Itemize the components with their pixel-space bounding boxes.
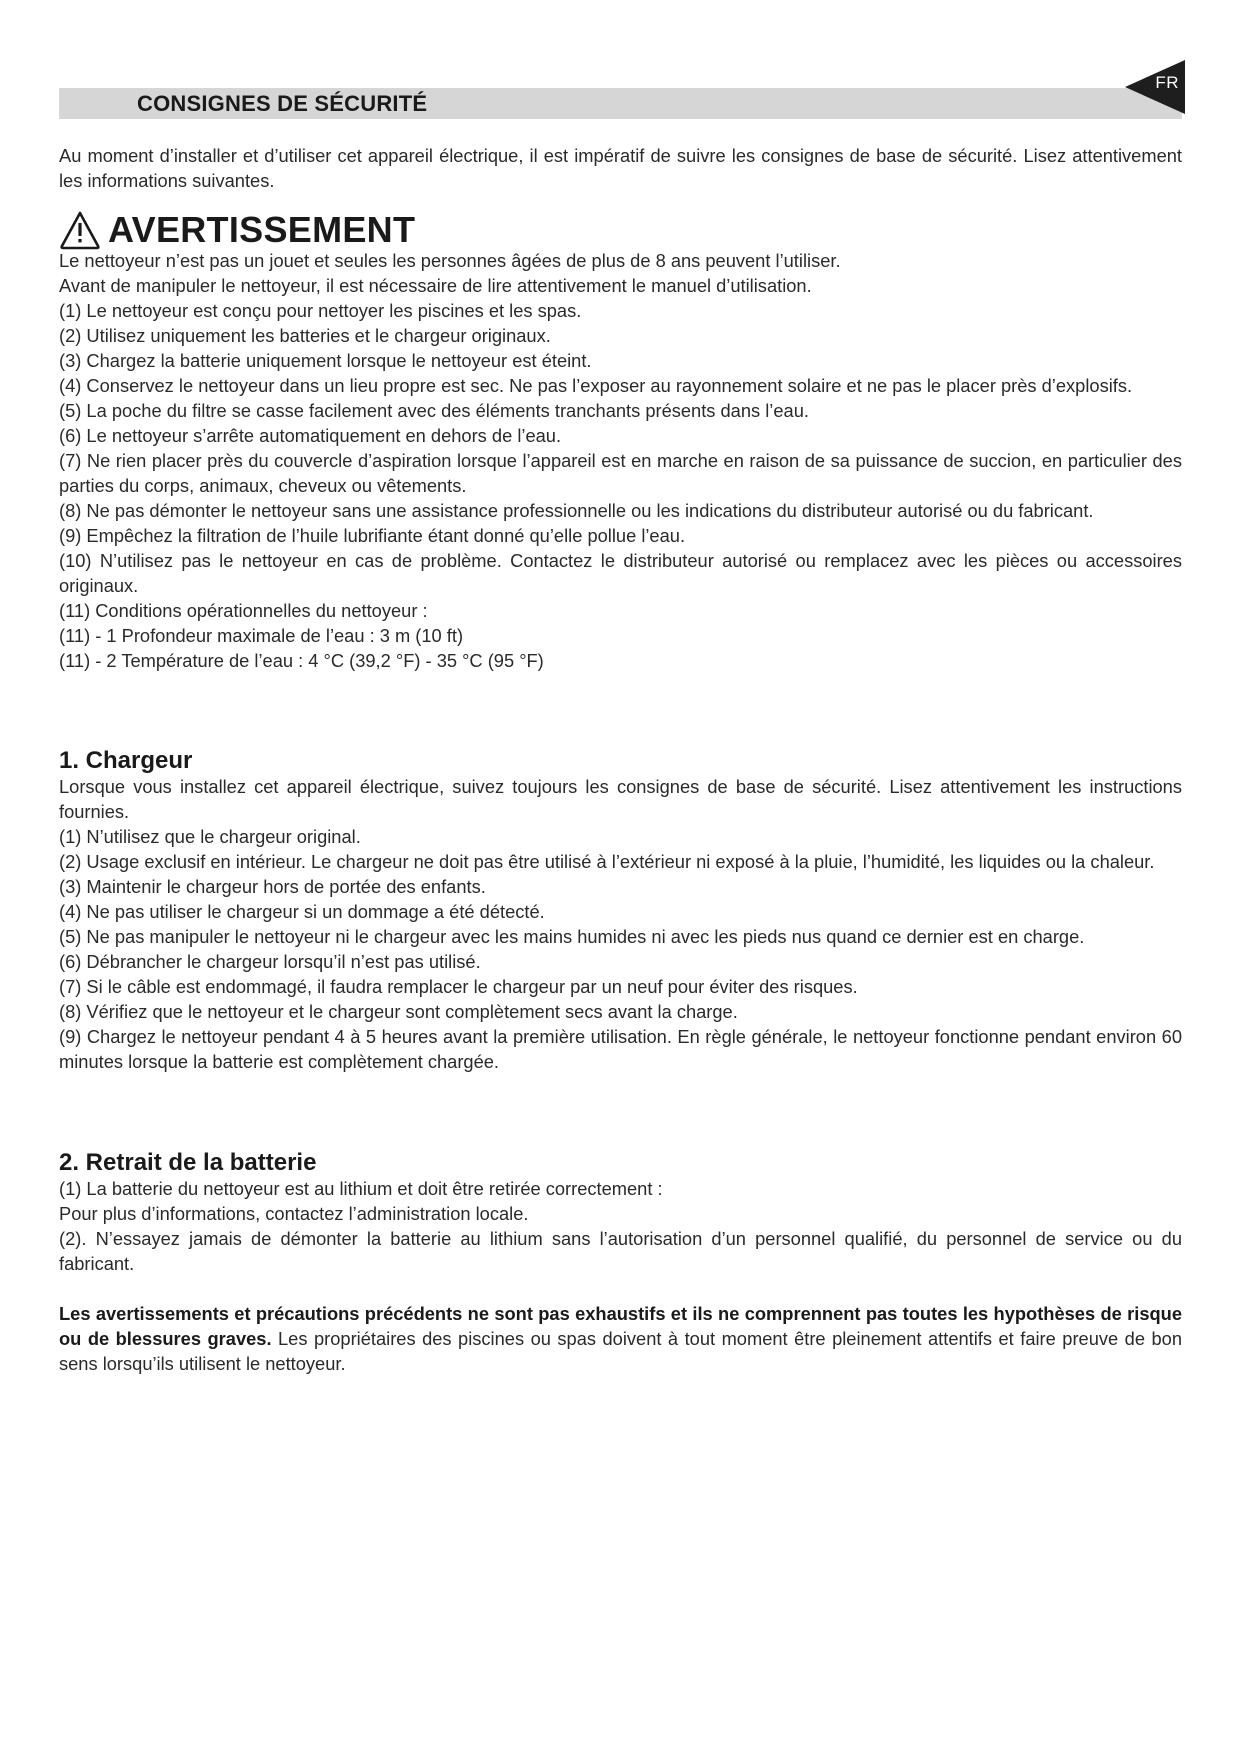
section-header-bar: [59, 88, 1182, 119]
warning-item: (11) - 1 Profondeur maximale de l’eau : 3 m (10 ft): [59, 625, 464, 646]
closing-bold-text: Les avertissements et précautions précédents ne sont pas exhaustifs et ils ne comprennent pas toutes les hypothèses de risque ou de blessures graves.: [59, 1303, 1182, 1349]
chargeur-item: (5) Ne pas manipuler le nettoyeur ni le chargeur avec les mains humides ni avec les pieds nus quand ce dernier est en charge.: [59, 926, 1085, 947]
closing-normal-text: Les propriétaires des piscines ou spas doivent à tout moment être pleinement attentifs et faire preuve de bon sens lorsqu’ils utilisent le nettoyeur.: [59, 1328, 1182, 1374]
page-title: CONSIGNES DE SÉCURITÉ: [137, 91, 428, 116]
chargeur-item: (6) Débrancher le chargeur lorsqu’il n’est pas utilisé.: [59, 951, 481, 972]
batterie-item: Pour plus d’informations, contactez l’administration locale.: [59, 1203, 529, 1224]
warning-list: [59, 248, 1182, 673]
warning-item: (11) - 2 Température de l’eau : 4 °C (39,2 °F) - 35 °C (95 °F): [59, 650, 544, 671]
chargeur-item: (9) Chargez le nettoyeur pendant 4 à 5 heures avant la première utilisation. En règle générale, le nettoyeur fonctionne pendant environ 60 minutes lorsque la batterie est complètement chargée.: [59, 1026, 1182, 1072]
warning-item: Le nettoyeur n’est pas un jouet et seules les personnes âgées de plus de 8 ans peuvent l’utiliser.: [59, 250, 841, 271]
warning-item: (3) Chargez la batterie uniquement lorsque le nettoyeur est éteint.: [59, 350, 592, 371]
warning-item: (5) La poche du filtre se casse facilement avec des éléments tranchants présents dans l’eau.: [59, 400, 809, 421]
warning-item: (9) Empêchez la filtration de l’huile lubrifiante étant donné qu’elle pollue l’eau.: [59, 525, 686, 546]
chargeur-item: Lorsque vous installez cet appareil électrique, suivez toujours les consignes de base de sécurité. Lisez attentivement les instructions fournies.: [59, 776, 1182, 822]
warning-item: (10) N’utilisez pas le nettoyeur en cas de problème. Contactez le distributeur autorisé ou remplacez avec les pièces ou accessoires originaux.: [59, 550, 1182, 596]
language-label: FR: [1155, 73, 1179, 92]
closing-paragraph: [59, 1301, 1182, 1376]
chargeur-list: [59, 774, 1182, 1074]
language-tab: [1125, 60, 1185, 114]
warning-item: Avant de manipuler le nettoyeur, il est nécessaire de lire attentivement le manuel d’utilisation.: [59, 275, 812, 296]
warning-triangle-icon: [59, 210, 101, 250]
chargeur-item: (1) N’utilisez que le chargeur original.: [59, 826, 361, 847]
warning-title: AVERTISSEMENT: [108, 209, 416, 250]
warning-item: (8) Ne pas démonter le nettoyeur sans une assistance professionnelle ou les indications du distributeur autorisé ou du fabricant.: [59, 500, 1094, 521]
chargeur-item: (7) Si le câble est endommagé, il faudra remplacer le chargeur par un neuf pour éviter des risques.: [59, 976, 858, 997]
chargeur-item: (8) Vérifiez que le nettoyeur et le chargeur sont complètement secs avant la charge.: [59, 1001, 738, 1022]
chargeur-item: (4) Ne pas utiliser le chargeur si un dommage a été détecté.: [59, 901, 545, 922]
chargeur-item: (2) Usage exclusif en intérieur. Le chargeur ne doit pas être utilisé à l’extérieur ni exposé à la pluie, l’humidité, les liquides ou la chaleur.: [59, 851, 1155, 872]
section-title-batterie: 2. Retrait de la batterie: [59, 1149, 317, 1176]
warning-heading: [59, 206, 415, 254]
intro-paragraph: Au moment d’installer et d’utiliser cet appareil électrique, il est impératif de suivre les consignes de base de sécurité. Lisez attentivement les informations suivantes.: [59, 145, 1182, 191]
warning-item: (4) Conservez le nettoyeur dans un lieu propre est sec. Ne pas l’exposer au rayonnement solaire et ne pas le placer près d’explosifs.: [59, 375, 1133, 396]
warning-item: (6) Le nettoyeur s’arrête automatiquement en dehors de l’eau.: [59, 425, 562, 446]
warning-item: (2) Utilisez uniquement les batteries et le chargeur originaux.: [59, 325, 551, 346]
section-title-chargeur: 1. Chargeur: [59, 747, 193, 774]
chargeur-item: (3) Maintenir le chargeur hors de portée des enfants.: [59, 876, 486, 897]
batterie-item: (1) La batterie du nettoyeur est au lithium et doit être retirée correctement :: [59, 1178, 663, 1199]
warning-item: (7) Ne rien placer près du couvercle d’aspiration lorsque l’appareil est en marche en raison de sa puissance de succion, en particulier des parties du corps, animaux, cheveux ou vêtements.: [59, 450, 1182, 496]
batterie-item: (2). N’essayez jamais de démonter la batterie au lithium sans l’autorisation d’un personnel qualifié, du personnel de service ou du fabricant.: [59, 1228, 1182, 1274]
batterie-list: [59, 1176, 1182, 1276]
warning-item: (1) Le nettoyeur est conçu pour nettoyer les piscines et les spas.: [59, 300, 582, 321]
warning-item: (11) Conditions opérationnelles du nettoyeur :: [59, 600, 428, 621]
